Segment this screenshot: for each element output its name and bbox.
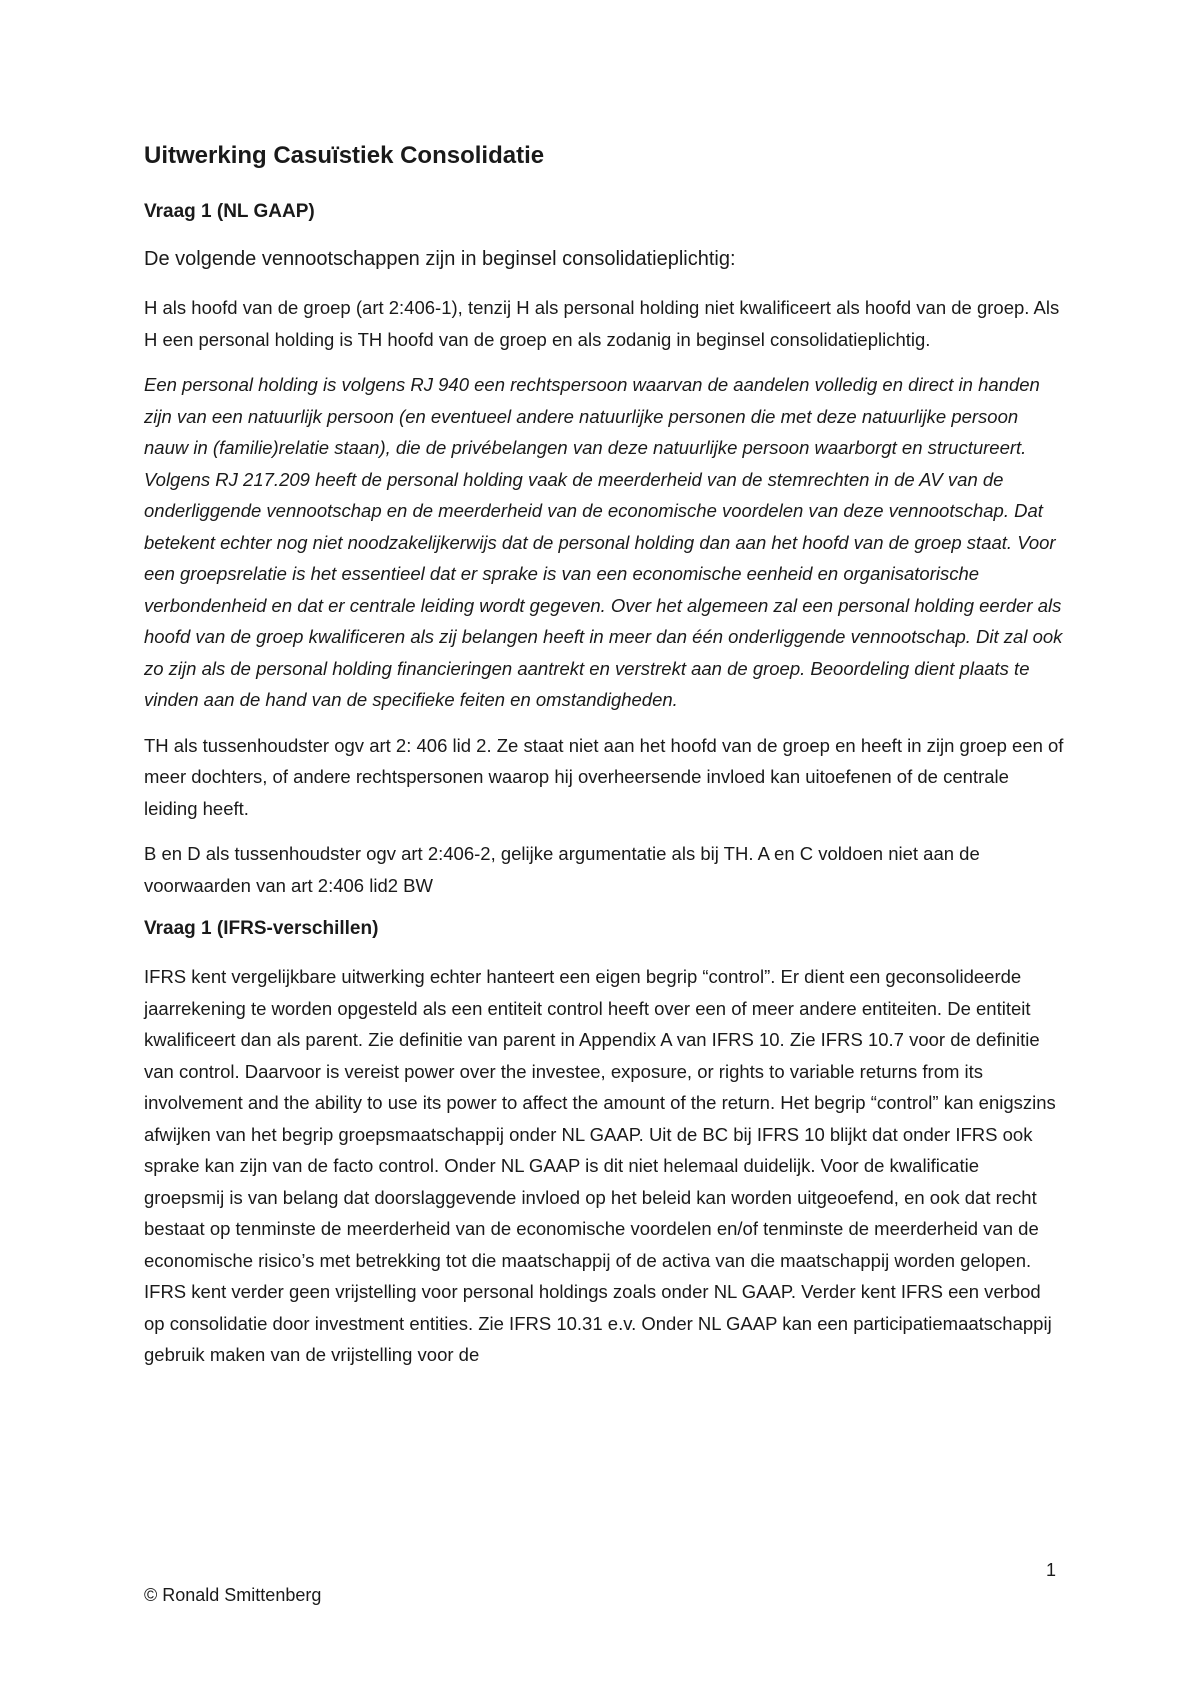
document-title: Uitwerking Casuïstiek Consolidatie — [144, 142, 545, 169]
paragraph-b-en-d: B en D als tussenhoudster ogv art 2:406-2, gelijke argumentatie als bij TH. A en C voldoen niet aan de voorwaarden van art 2:406 lid2 BW — [144, 843, 980, 896]
page-number: 1 — [1045, 1560, 1056, 1580]
section-subheading: De volgende vennootschappen zijn in beginsel consolidatieplichtig: — [144, 248, 736, 270]
section-heading-nl-gaap: Vraag 1 (NL GAAP) — [144, 201, 315, 222]
paragraph-th-tussenhoudster: TH als tussenhoudster ogv art 2: 406 lid 2. Ze staat niet aan het hoofd van de groep en heeft in zijn groep een of meer dochters, of andere rechtspersonen waarop hij overheersende invloed kan uitoefenen of de centrale leiding heeft. — [144, 734, 1064, 819]
paragraph-h-hoofd-groep: H als hoofd van de groep (art 2:406-1), tenzij H als personal holding niet kwalificeert als hoofd van de groep. Als H een personal holding is TH hoofd van de groep en als zodanig in beginsel consolidatieplichtig. — [144, 297, 1060, 350]
footer-copyright: © Ronald Smittenberg — [144, 1585, 322, 1605]
section-heading-ifrs: Vraag 1 (IFRS-verschillen) — [144, 918, 379, 939]
paragraph-ifrs-control: IFRS kent vergelijkbare uitwerking echter hanteert een eigen begrip “control”. Er dient een geconsolideerde jaarrekening te worden opgesteld als een entiteit control heeft over een of meer andere entiteiten. De entiteit kwalificeert dan als parent. Zie definitie van parent in Appendix A van IFRS 10. Zie IFRS 10.7 voor de definitie van control. Daarvoor is vereist power over the investee, exposure, or rights to variable returns from its involvement and the ability to use its power to affect the amount of the return. Het begrip “control” kan enigszins afwijken van het begrip groepsmaatschappij onder NL GAAP. Uit de BC bij IFRS 10 blijkt dat onder IFRS ook sprake kan zijn van de facto control. Onder NL GAAP is dit niet helemaal duidelijk. Voor de kwalificatie groepsmij is van belang dat doorslaggevende invloed op het beleid kan worden uitgeoefend, en ook dat recht bestaat op tenminste de meerderheid van de economische voordelen en/of tenminste de meerderheid van de economische risico’s met betrekking tot die maatschappij of de activa van die maatschappij worden gelopen. IFRS kent verder geen vrijstelling voor personal holdings zoals onder NL GAAP. Verder kent IFRS een verbod op consolidatie door investment entities. Zie IFRS 10.31 e.v. Onder NL GAAP kan een participatiemaatschappij gebruik maken van de vrijstelling voor de — [144, 966, 1056, 1365]
paragraph-personal-holding: Een personal holding is volgens RJ 940 een rechtspersoon waarvan de aandelen volledig en direct in handen zijn van een natuurlijk persoon (en eventueel andere natuurlijke personen die met deze natuurlijke persoon nauw in (familie)relatie staan), die de privébelangen van deze natuurlijke persoon waarborgt en structureert. Volgens RJ 217.209 heeft de personal holding vaak de meerderheid van de stemrechten in de AV van de onderliggende vennootschap en de meerderheid van de economische voordelen van deze vennootschap. Dat betekent echter nog niet noodzakelijkerwijs dat de personal holding dan aan het hoofd van de groep staat. Voor een groepsrelatie is het essentieel dat er sprake is van een economische eenheid en organisatorische verbondenheid en dat er centrale leiding wordt gegeven. Over het algemeen zal een personal holding eerder als hoofd van de groep kwalificeren als zij belangen heeft in meer dan één onderliggende vennootschap. Dit zal ook zo zijn als de personal holding financieringen aantrekt en verstrekt aan de groep. Beoordeling dient plaats te vinden aan de hand van de specifieke feiten en omstandigheden. — [144, 374, 1063, 710]
document-body — [144, 140, 1064, 1385]
